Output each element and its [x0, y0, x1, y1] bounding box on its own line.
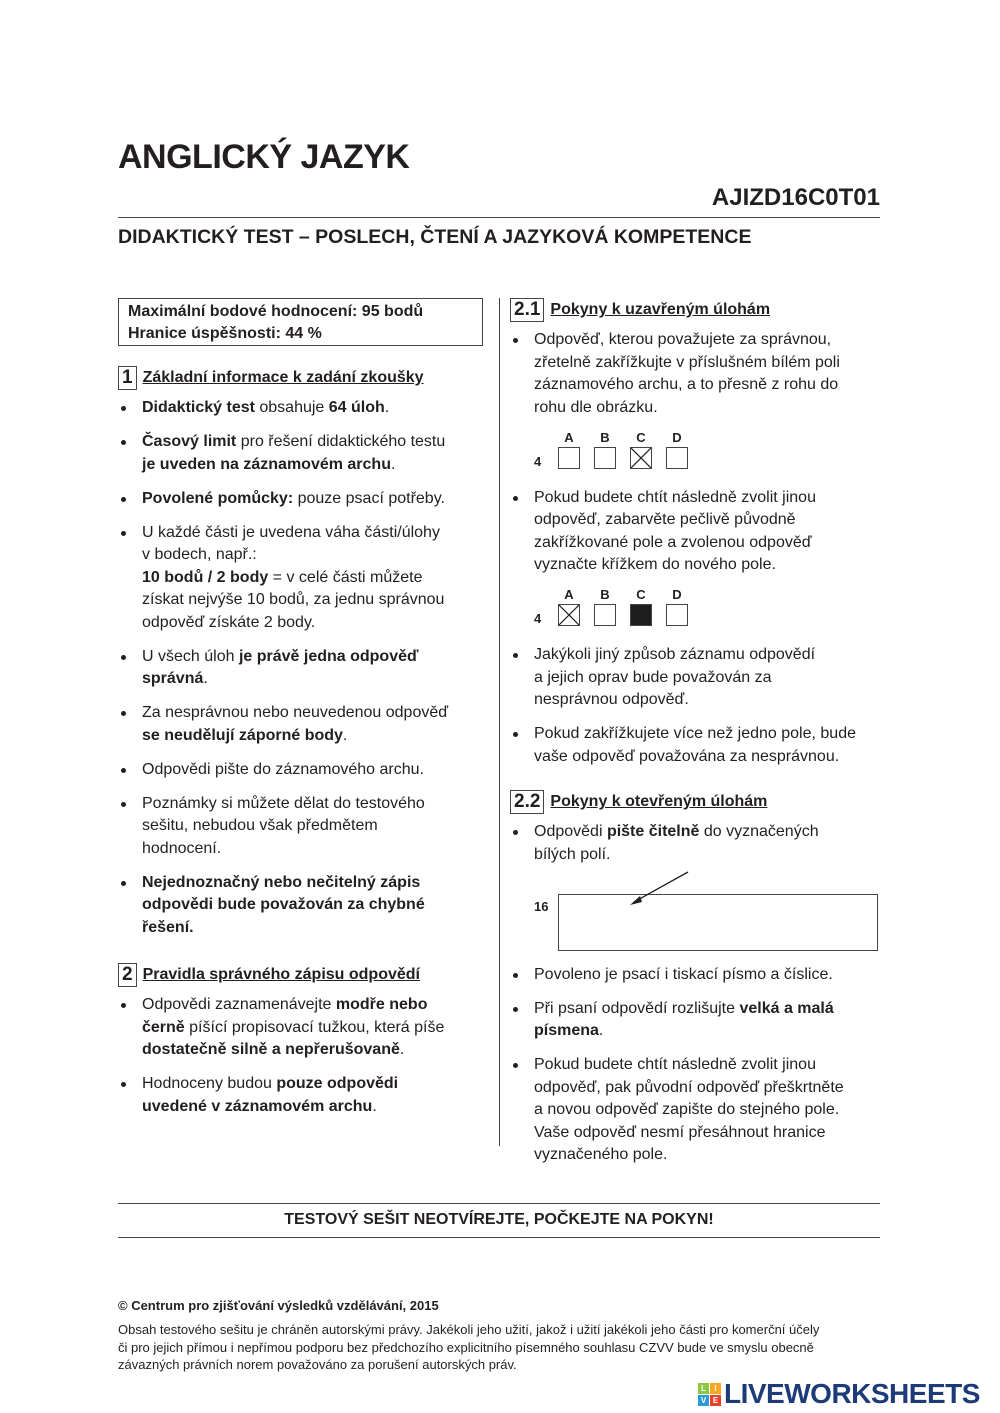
section-number: 2.2: [510, 790, 544, 814]
arrow-icon: [604, 870, 704, 910]
instruction-item: [118, 488, 483, 511]
test-code: AJIZD16C0T01: [711, 184, 880, 211]
text-segment: Odpovědi zaznamenávejte: [142, 996, 336, 1013]
section-title: Pokyny k otevřeným úlohám: [550, 792, 768, 810]
text-segment: Povoleno je psací i tiskací písmo a číslice.: [534, 965, 833, 983]
document-subtitle: DIDAKTICKÝ TEST – POSLECH, ČTENÍ A JAZYKOVÁ KOMPETENCE: [118, 226, 752, 248]
instruction-item: [510, 964, 882, 987]
task-number: 16: [534, 898, 549, 914]
text-segment: U každé části je uvedena váha části/úlohy v bodech, např.:: [142, 523, 440, 563]
text-segment: Didaktický test: [142, 399, 255, 416]
divider: [118, 217, 880, 218]
text-segment: Při psaní odpovědí rozlišujte: [534, 999, 740, 1017]
text-segment: 64 úloh: [328, 399, 385, 416]
filled-box: [630, 604, 652, 626]
instruction-item: [118, 397, 483, 420]
text-segment: Odpověď, kterou považujete za správnou, zřetelně zakřížkujte v příslušném bílém poli záznamového archu, a to přesně z rohu do rohu dle obrázku.: [534, 331, 840, 416]
instruction-item: [118, 1073, 483, 1118]
text-segment: .: [372, 1097, 377, 1115]
liveworksheets-logo: [698, 1378, 980, 1410]
text-segment: pro řešení didaktického testu: [240, 433, 446, 450]
text-segment: .: [203, 670, 208, 687]
text-segment: Povolené pomůcky:: [142, 489, 294, 507]
section-title: Pravidla správného zápisu odpovědí: [142, 965, 420, 983]
instruction-item: [510, 487, 882, 577]
empty-box: [666, 447, 688, 469]
cross-icon: [559, 605, 579, 625]
pass-threshold: Hranice úspěšnosti: 44 %: [128, 325, 322, 342]
text-segment: Pokud budete chtít následně zvolit jinou odpověď, zabarvěte pečlivě původně zakřížkované pole a zvolenou odpověď vyznačte křížkem do nového pole.: [534, 488, 816, 573]
copyright: © Centrum pro zjišťování výsledků vzdělávání, 2015: [118, 1298, 439, 1313]
text-segment: Jakýkoli jiný způsob záznamu odpovědí a jejich oprav bude považován za nesprávnou odpověď.: [534, 646, 816, 708]
option-letter: C: [636, 587, 646, 602]
instruction-item: [118, 702, 483, 747]
text-segment: Poznámky si můžete dělat do testového sešitu, nebudou však předmětem hodnocení.: [142, 794, 425, 857]
text-segment: .: [342, 726, 348, 744]
logo-letter: L: [698, 1383, 709, 1394]
text-segment: .: [390, 455, 396, 473]
option-letter: B: [600, 429, 610, 445]
divider: [118, 1237, 880, 1238]
text-segment: Hodnoceny budou: [142, 1075, 277, 1092]
text-segment: modře nebo černě: [142, 996, 428, 1036]
text-segment: Nejednoznačný nebo nečitelný zápis odpovědi bude považován za chybné řešení.: [142, 873, 425, 936]
crossed-box: [630, 447, 652, 469]
empty-box: [666, 604, 688, 626]
text-segment: Za nesprávnou nebo neuvedenou odpověď: [142, 704, 449, 721]
section-header-2-1: [510, 298, 882, 322]
text-segment: dostatečně silně a nepřerušovaně: [142, 1041, 400, 1058]
text-segment: = v celé části můžete získat nejvýše 10 bodů, za jednu správnou odpověď získáte 2 body.: [142, 568, 445, 631]
instruction-item: [118, 431, 483, 476]
section-title: Základní informace k zadání zkoušky: [142, 368, 424, 386]
text-segment: Pokud zakřížkujete více než jedno pole, bude vaše odpověď považována za nesprávnou.: [534, 725, 856, 765]
text-segment: Odpovědi: [534, 823, 607, 840]
instruction-item: [510, 723, 882, 768]
option-letter: D: [672, 587, 682, 602]
instruction-item: [510, 1054, 882, 1167]
option-letter: A: [564, 587, 574, 602]
section-number: 2.1: [510, 298, 544, 322]
legal-notice: Obsah testového sešitu je chráněn autorskými právy. Jakékoli jeho užití, jakož i užití jakékoli jeho části pro komerční účely či pro jejich přímou i nepřímou podporu bez předchozího explicitního písemného souhlasu CZVV bude ve smyslu obecně závazných právních norem považováno za porušení autorských práv.: [118, 1322, 820, 1372]
row-number: 4: [534, 453, 542, 469]
empty-box: [558, 447, 580, 469]
instruction-item: [118, 793, 483, 861]
text-segment: je právě jedna odpověď správná: [142, 647, 419, 687]
instruction-item: [118, 759, 483, 782]
instruction-item: [118, 872, 483, 940]
empty-box: [594, 604, 616, 626]
text-segment: .: [598, 1022, 604, 1039]
empty-box: [594, 447, 616, 469]
open-answer-example: [534, 876, 882, 954]
score-box: [118, 298, 483, 346]
instruction-item: [118, 522, 483, 635]
logo-letter: V: [698, 1395, 709, 1406]
instruction-item: [118, 994, 483, 1062]
option-letter: C: [636, 429, 646, 445]
text-segment: Odpovědi pište do záznamového archu.: [142, 760, 424, 778]
divider: [118, 1203, 880, 1204]
section-number: 2: [118, 963, 137, 987]
text-segment: se neudělují záporné body: [142, 726, 343, 744]
crossed-box: [558, 604, 580, 626]
text-segment: je uveden na záznamovém archu: [142, 455, 391, 473]
section-title: Pokyny k uzavřeným úlohám: [550, 300, 771, 318]
text-segment: velká a malá písmena: [534, 999, 834, 1039]
logo-letter: I: [710, 1383, 721, 1394]
text-segment: U všech úloh: [142, 647, 239, 665]
text-segment: pište čitelně: [606, 823, 700, 840]
cross-icon: [631, 448, 651, 468]
section-header-1: [118, 366, 483, 390]
instruction-item: [510, 644, 882, 712]
text-segment: do vyznačených bílých polí.: [534, 823, 819, 863]
text-segment: pouze odpovědi uvedené v záznamovém archu: [142, 1075, 399, 1115]
instruction-item: [510, 329, 882, 419]
instruction-item: [118, 646, 483, 691]
document-title: ANGLICKÝ JAZYK: [118, 138, 410, 176]
text-segment: .: [384, 399, 390, 416]
text-segment: pouze psací potřeby.: [293, 489, 445, 507]
logo-icon: [698, 1383, 721, 1406]
option-letter: D: [672, 429, 682, 445]
answer-example-correction: [534, 586, 882, 630]
max-score: Maximální bodové hodnocení: 95 bodů: [128, 303, 424, 320]
instruction-item: [510, 998, 882, 1043]
answer-example-cross: [534, 429, 882, 473]
column-divider: [499, 298, 500, 1146]
instruction-item: [510, 821, 882, 866]
text-segment: píšící propisovací tužkou, která píše: [189, 1018, 445, 1036]
text-segment: 10 bodů / 2 body: [142, 568, 269, 586]
right-column: [510, 298, 882, 1178]
logo-text: LIVEWORKSHEETS: [724, 1378, 980, 1409]
text-segment: Pokud budete chtít následně zvolit jinou odpověď, pak původní odpověď přeškrtněte a novou odpověď zapište do stejného pole. Vaše odpověď nesmí přesáhnout hranice vyznačeného pole.: [534, 1056, 844, 1163]
text-segment: obsahuje: [254, 399, 329, 416]
left-column: [118, 298, 483, 1130]
section-number: 1: [118, 366, 137, 390]
option-letter: B: [600, 587, 610, 602]
section-header-2: [118, 963, 483, 987]
notice: TESTOVÝ SEŠIT NEOTVÍREJTE, POČKEJTE NA POKYN!: [284, 1211, 714, 1228]
section-header-2-2: [510, 790, 882, 814]
option-letter: A: [564, 429, 574, 445]
logo-letter: E: [710, 1395, 721, 1406]
row-number: 4: [534, 611, 542, 626]
text-segment: Časový limit: [142, 433, 237, 450]
text-segment: .: [399, 1041, 405, 1058]
